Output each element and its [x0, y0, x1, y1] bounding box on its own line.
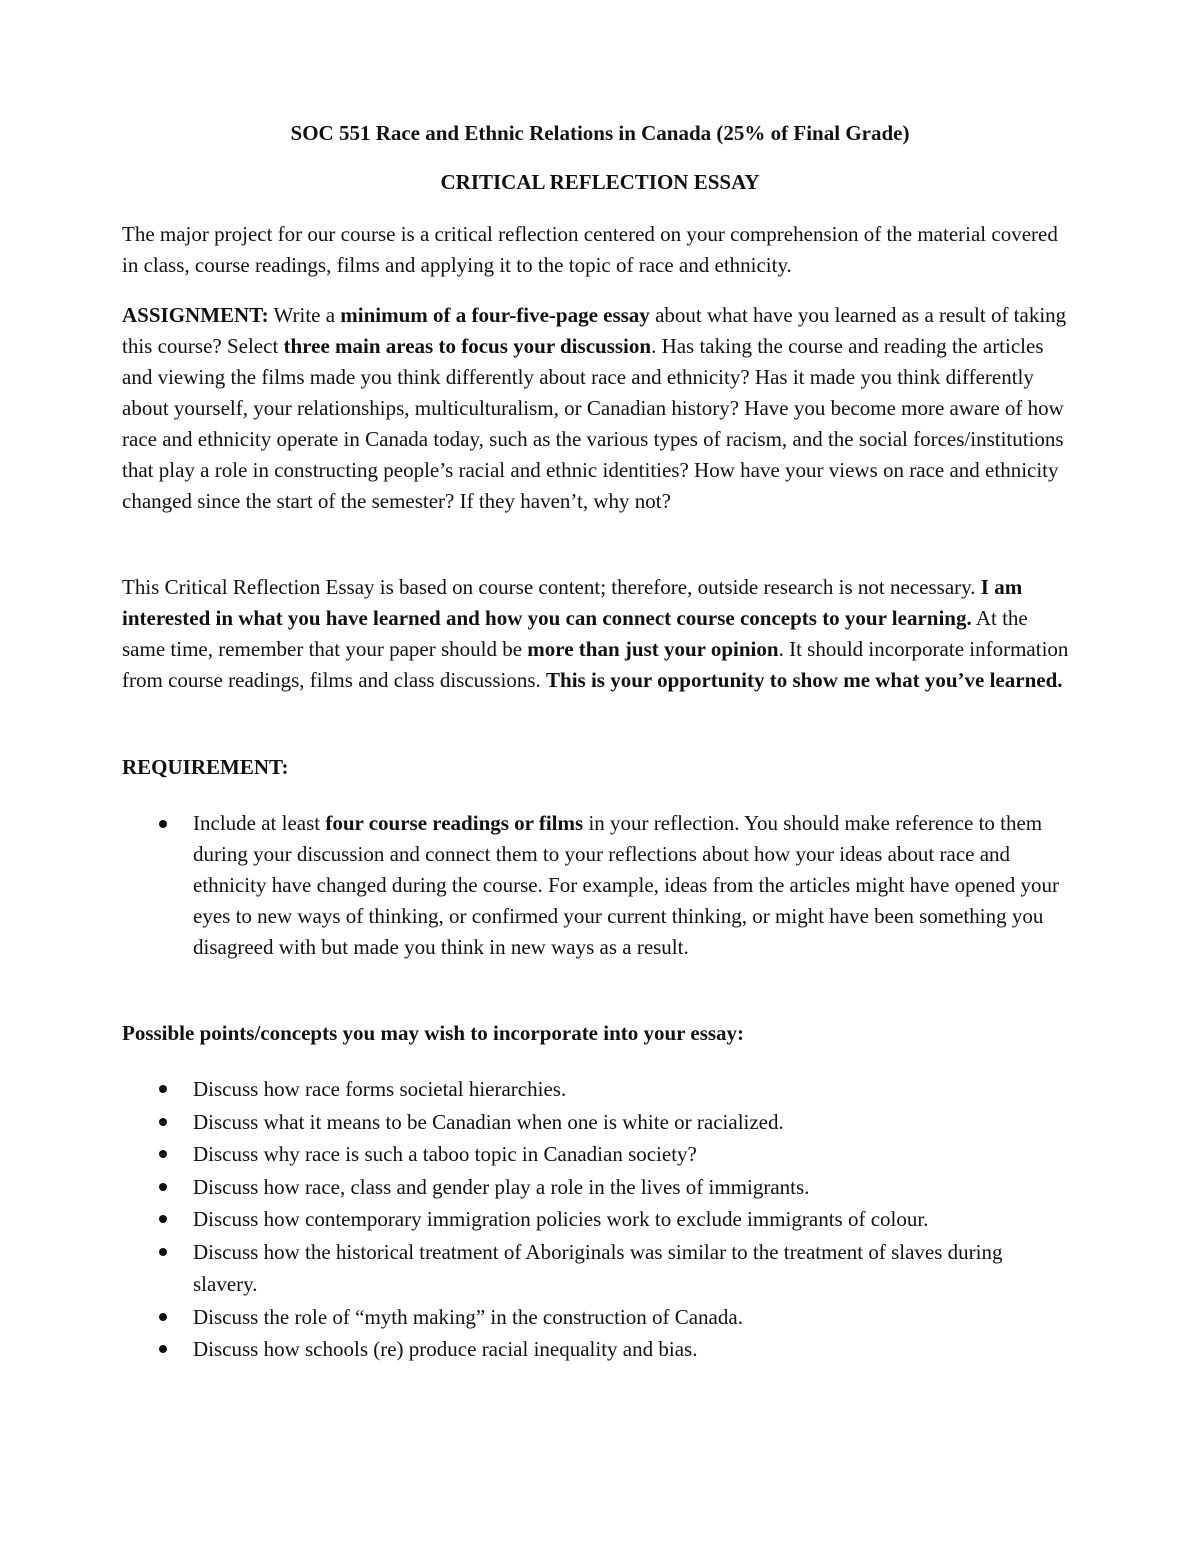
requirement-item [122, 808, 1072, 963]
requirement-text-1: Include at least [193, 811, 326, 835]
list-item-text: Discuss how race forms societal hierarchies. [193, 1077, 567, 1101]
list-item [122, 1301, 1072, 1334]
requirement-heading: REQUIREMENT: [122, 755, 289, 779]
list-item [122, 1236, 1072, 1301]
requirement-list [122, 808, 1072, 963]
reflection-bold-1: I am interested in what you have learned and how you can connect course concepts to your learning. [122, 575, 1023, 630]
assignment-text-3: . Has taking the course and reading the articles and viewing the films made you think differently about race and ethnicity? Has it made you think differently about yourself, your relationships, multiculturalism, or Canadian history? Have you become more aware of how race and ethnicity operate in Canada today, such as the various types of racism, and the social forces/institutions that play a role in constructing people’s racial and ethnic identities? How have your views on race and ethnicity changed since the start of the semester? If they haven’t, why not? [122, 334, 1064, 513]
assignment-text-2: about what have you learned as a result of taking this course? Select [122, 303, 1067, 358]
bullet-icon [159, 820, 167, 828]
assignment-label: ASSIGNMENT: [122, 303, 269, 327]
reflection-text-1: This Critical Reflection Essay is based on course content; therefore, outside research is not necessary. [122, 575, 981, 599]
reflection-text-2: At the same time, remember that your paper should be [122, 606, 1028, 661]
reflection-bold-2: more than just your opinion [527, 637, 779, 661]
list-item-text: Discuss why race is such a taboo topic in Canadian society? [193, 1142, 697, 1166]
assignment-bold-2: three main areas to focus your discussion [283, 334, 652, 358]
bullet-icon [159, 1345, 167, 1353]
list-item-text: Discuss how race, class and gender play a role in the lives of immigrants. [193, 1174, 810, 1199]
list-item-text: Discuss how schools (re) produce racial inequality and bias. [193, 1337, 698, 1361]
bullet-icon [159, 1313, 167, 1321]
requirement-text-2: in your reflection. You should make reference to them during your discussion and connect them to your reflections about how your ideas about race and ethnicity have changed during the course. For example, ideas from the articles might have opened your eyes to new ways of thinking, or confirmed your current thinking, or might have been something you disagreed with but made you think in new ways as a result. [193, 811, 1059, 959]
list-item [122, 1333, 1072, 1366]
assignment-paragraph [122, 300, 1072, 517]
bullet-icon [159, 1183, 167, 1191]
list-item [122, 1171, 1072, 1204]
reflection-bold-3: This is your opportunity to show me what you’ve learned. [546, 668, 1063, 692]
requirement-bold-1: four course readings or films [325, 811, 584, 835]
list-item [122, 1073, 1072, 1106]
list-item-text: Discuss how the historical treatment of Aboriginals was similar to the treatment of slaves during slavery. [193, 1239, 1003, 1296]
bullet-icon [159, 1215, 167, 1223]
assignment-text-1: Write a [268, 303, 341, 327]
list-item [122, 1138, 1072, 1171]
document-subtitle: CRITICAL REFLECTION ESSAY [440, 170, 760, 194]
bullet-icon [159, 1150, 167, 1158]
reflection-text-3: . It should incorporate information from course readings, films and class discussions. [122, 637, 1069, 692]
bullet-icon [159, 1085, 167, 1093]
possible-points-heading: Possible points/concepts you may wish to incorporate into your essay: [122, 1021, 745, 1045]
list-item-text: Discuss how contemporary immigration policies work to exclude immigrants of colour. [193, 1207, 929, 1231]
assignment-bold-1: minimum of a four-five-page essay [340, 303, 650, 327]
possible-points-list [122, 1073, 1072, 1366]
list-item-text: Discuss what it means to be Canadian when one is white or racialized. [193, 1109, 784, 1134]
list-item-text: Discuss the role of “myth making” in the construction of Canada. [193, 1304, 743, 1329]
document-title: SOC 551 Race and Ethnic Relations in Canada (25% of Final Grade) [290, 121, 910, 145]
bullet-icon [159, 1248, 167, 1256]
list-item [122, 1106, 1072, 1139]
reflection-paragraph [122, 572, 1072, 696]
list-item [122, 1203, 1072, 1236]
intro-paragraph: The major project for our course is a critical reflection centered on your comprehension of the material covered in class, course readings, films and applying it to the topic of race and ethnicity. [122, 222, 1058, 277]
bullet-icon [159, 1118, 167, 1126]
